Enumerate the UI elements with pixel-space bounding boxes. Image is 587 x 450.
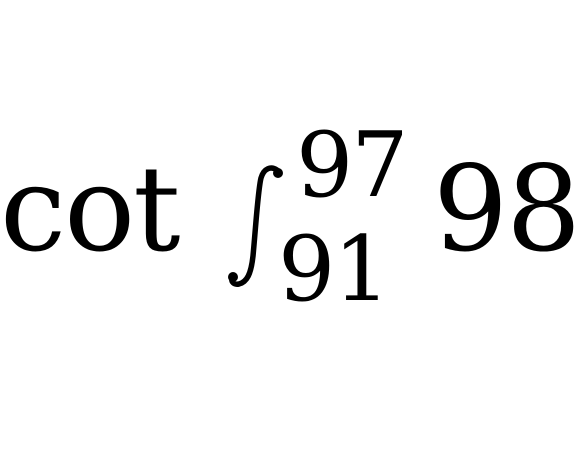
function-name: cot <box>0 140 179 278</box>
integral-lower-limit: 91 <box>278 217 389 322</box>
integral-upper-limit: 97 <box>296 113 407 218</box>
integral-sign-icon <box>225 164 285 288</box>
integrand: 98 <box>433 140 580 278</box>
